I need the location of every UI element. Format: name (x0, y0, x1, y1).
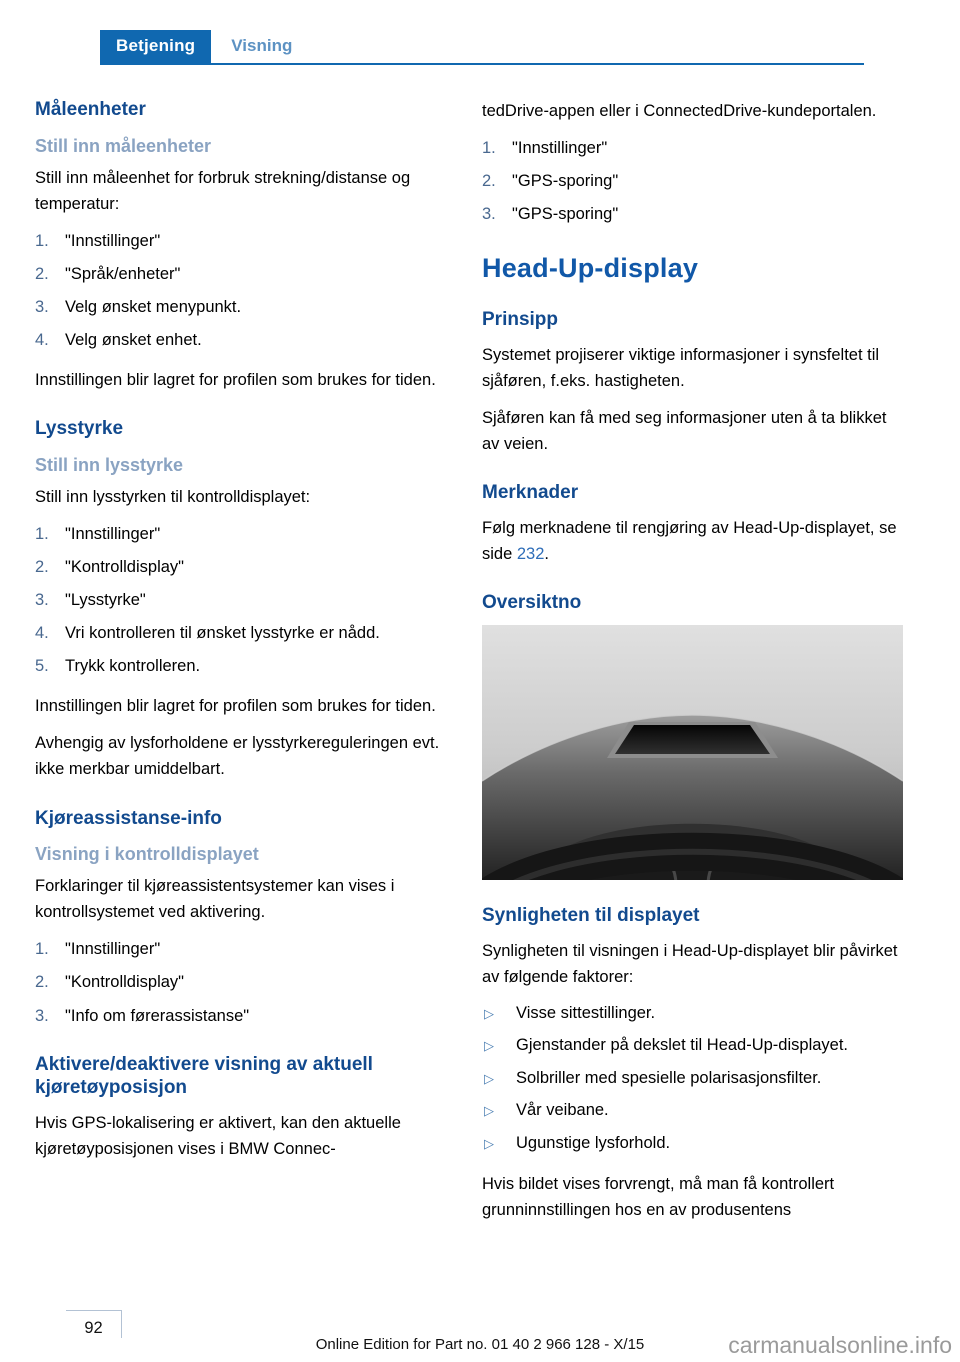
bullet-text: Ugunstige lysforhold. (516, 1134, 671, 1152)
subsection-title-still-inn-lysstyrke: Still inn lysstyrke (35, 454, 184, 475)
bullet-text: Vår veibane. (516, 1101, 609, 1120)
text-before-link: Følg merknadene til rengjøring av Head-Up-displayet, se side (482, 519, 897, 564)
list-item (482, 1066, 903, 1092)
paragraph: Still inn lysstyrken til kontrolldisplayet: (35, 487, 311, 506)
step-number: 1. (482, 139, 496, 158)
section-title-kjoreassistanse-info: Kjøreassistanse-info (35, 807, 222, 829)
step-number: 1. (35, 231, 49, 250)
paragraph: Innstillingen blir lagret for profilen som brukes for tiden. (35, 697, 436, 716)
list-item (35, 620, 456, 646)
triangle-bullet-icon: ▷ (484, 1038, 494, 1054)
triangle-bullet-icon: ▷ (484, 1136, 494, 1151)
step-number: 1. (35, 525, 49, 543)
section-title-merknader: Merknader (482, 482, 579, 504)
dashboard-illustration (482, 625, 903, 880)
triangle-bullet-icon: ▷ (484, 1103, 494, 1119)
left-column (35, 98, 456, 1234)
bullet-text: Visse sittestillinger. (516, 1003, 656, 1022)
paragraph: Synligheten til visningen i Head-Up-displayet blir påvirket av følgende faktorer: (482, 941, 898, 986)
step-number: 2. (35, 558, 49, 577)
steps-list (482, 135, 903, 227)
bullet-list (482, 1001, 903, 1157)
paragraph: Innstillingen blir lagret for profilen som brukes for tiden. (35, 371, 436, 390)
list-item (482, 1131, 903, 1157)
step-text: "Kontrolldisplay" (65, 558, 185, 577)
steps-list (35, 521, 456, 679)
paragraph: Hvis bildet vises forvrengt, må man få kontrollert grunninnstillingen hos en av produsentens (482, 1174, 835, 1219)
right-column (482, 98, 903, 1234)
step-number: 4. (35, 331, 49, 350)
paragraph: Avhengig av lysforholdene er lysstyrkereguleringen evt. ikke merkbar umiddelbart. (35, 734, 440, 779)
step-text: Trykk kontrolleren. (65, 657, 201, 676)
step-number: 3. (35, 1006, 49, 1025)
step-number: 2. (482, 172, 496, 191)
page-number: 92 (66, 1310, 122, 1338)
bullet-text: Solbriller med spesielle polarisasjonsfilter. (516, 1068, 822, 1087)
section-title-prinsipp: Prinsipp (482, 309, 559, 331)
tab-visning: Visning (231, 36, 293, 55)
step-number: 1. (35, 940, 49, 959)
step-text: Velg ønsket enhet. (65, 331, 202, 350)
step-number: 3. (35, 298, 49, 316)
list-item (35, 327, 456, 353)
step-text: "Innstillinger" (512, 139, 608, 158)
head-up-display-photo (482, 625, 903, 880)
list-item (482, 1001, 903, 1027)
step-number: 4. (35, 624, 49, 643)
paragraph-with-link (482, 515, 903, 567)
step-text: "Innstillinger" (65, 940, 161, 959)
chapter-title-head-up-display: Head-Up-display (482, 253, 699, 284)
step-number: 2. (35, 973, 49, 992)
list-item (35, 969, 456, 995)
steps-list (35, 936, 456, 1028)
list-item (35, 554, 456, 580)
list-item (35, 587, 456, 613)
list-item (35, 261, 456, 287)
list-item (35, 1003, 456, 1029)
list-item (35, 294, 456, 320)
list-item (482, 201, 903, 227)
list-item (482, 135, 903, 161)
step-text: "Kontrolldisplay" (65, 973, 185, 992)
section-title-aktivere-deaktivere: Aktivere/deaktivere visning av aktuell kjøretøyposisjon (35, 1053, 373, 1099)
list-item (482, 1033, 903, 1059)
step-text: "GPS-sporing" (512, 205, 619, 224)
step-text: Vri kontrolleren til ønsket lysstyrke er nådd. (65, 624, 380, 643)
page-content (35, 98, 903, 1234)
paragraph: Sjåføren kan få med seg informasjoner uten å ta blikket av veien. (482, 409, 887, 454)
watermark: carmanualsonline.info (728, 1332, 952, 1358)
section-title-maleenheter: Måleenheter (35, 99, 146, 120)
section-title-oversikt: Oversiktno (482, 592, 582, 614)
step-text: "Innstillinger" (65, 231, 161, 250)
edition-note: Online Edition for Part no. 01 40 2 966 128 - X/15 (315, 1336, 645, 1353)
step-text: "Lysstyrke" (65, 591, 146, 610)
step-text: "Språk/enheter" (65, 264, 181, 283)
subsection-title-still-inn-maleenheter: Still inn måleenheter (35, 135, 212, 156)
paragraph: Hvis GPS-lokalisering er aktivert, kan den aktuelle kjøretøyposisjonen vises i BMW Connec- (35, 1114, 401, 1159)
paragraph: Forklaringer til kjøreassistentsystemer kan vises i kontrollsystemet ved aktivering. (35, 877, 395, 922)
step-text: "GPS-sporing" (512, 172, 619, 191)
step-text: "Info om førerassistanse" (65, 1006, 250, 1025)
subsection-title-visning-kontrolldisplay: Visning i kontrolldisplayet (35, 844, 259, 865)
step-number: 5. (35, 657, 49, 676)
section-title-synligheten: Synligheten til displayet (482, 904, 700, 926)
paragraph: Still inn måleenhet for forbruk strekning/distanse og temperatur: (35, 168, 411, 213)
steps-list (35, 228, 456, 353)
list-item (482, 168, 903, 194)
list-item (35, 521, 456, 547)
step-number: 3. (35, 591, 49, 610)
paragraph: Systemet projiserer viktige informasjoner i synsfeltet til sjåføren, f.eks. hastigheten. (482, 346, 880, 391)
step-text: Velg ønsket menypunkt. (65, 298, 242, 316)
step-number: 2. (35, 264, 49, 283)
triangle-bullet-icon: ▷ (484, 1070, 494, 1086)
list-item (482, 1098, 903, 1124)
list-item (35, 936, 456, 962)
text-after-link: . (544, 545, 549, 564)
bullet-text: Gjenstander på dekslet til Head-Up-displayet. (516, 1036, 849, 1055)
list-item (35, 228, 456, 254)
page-header (100, 30, 864, 65)
tab-betjening: Betjening (100, 30, 211, 63)
step-text: "Innstillinger" (65, 525, 161, 543)
section-title-lysstyrke: Lysstyrke (35, 418, 124, 440)
list-item (35, 653, 456, 679)
page-reference-link[interactable]: 232 (516, 545, 545, 564)
triangle-bullet-icon: ▷ (484, 1005, 494, 1021)
paragraph-continuation: tedDrive-appen eller i ConnectedDrive-kundeportalen. (482, 102, 877, 120)
step-number: 3. (482, 205, 496, 224)
